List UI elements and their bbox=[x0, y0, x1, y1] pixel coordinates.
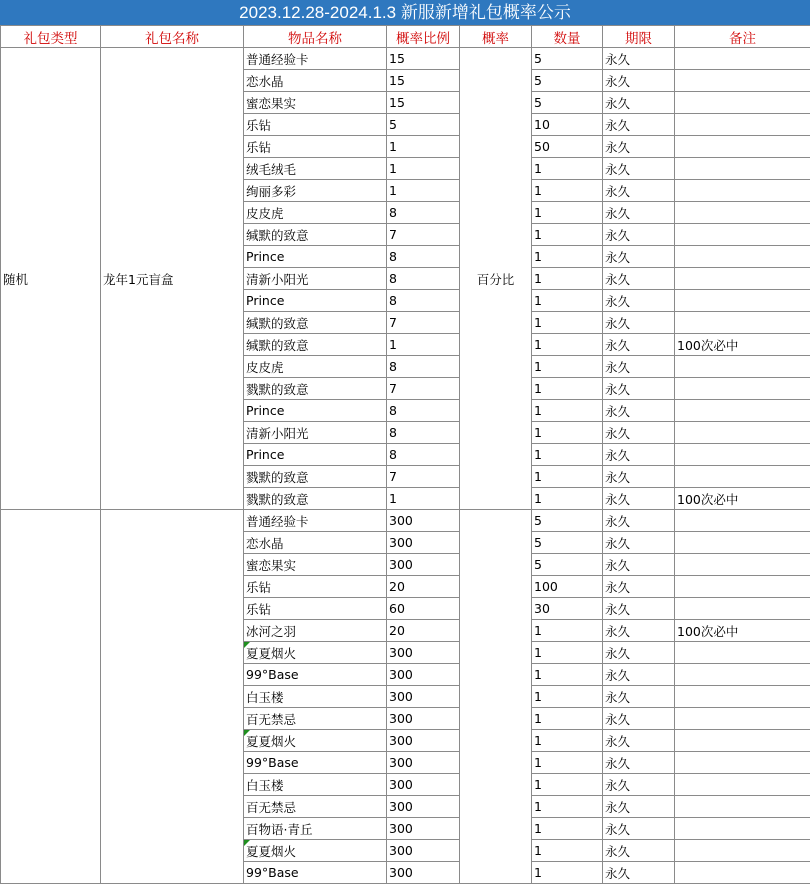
ratio-cell[interactable]: 20 bbox=[387, 620, 460, 642]
note-cell[interactable] bbox=[675, 180, 810, 202]
ratio-cell[interactable]: 300 bbox=[387, 752, 460, 774]
note-cell[interactable] bbox=[675, 818, 810, 840]
item-name-cell[interactable]: 99°Base bbox=[244, 664, 387, 686]
ratio-cell[interactable]: 300 bbox=[387, 510, 460, 532]
item-name-cell[interactable]: 99°Base bbox=[244, 752, 387, 774]
quantity-cell[interactable]: 50 bbox=[532, 136, 603, 158]
ratio-cell[interactable]: 1 bbox=[387, 488, 460, 510]
ratio-cell[interactable]: 300 bbox=[387, 730, 460, 752]
term-cell[interactable]: 永久 bbox=[603, 268, 675, 290]
note-cell[interactable]: 100次必中 bbox=[675, 488, 810, 510]
item-name-cell[interactable]: Prince bbox=[244, 400, 387, 422]
item-name-cell[interactable]: 普通经验卡 bbox=[244, 510, 387, 532]
note-cell[interactable] bbox=[675, 664, 810, 686]
item-name-cell[interactable]: 绒毛绒毛 bbox=[244, 158, 387, 180]
header-row bbox=[1, 26, 810, 48]
note-cell[interactable] bbox=[675, 774, 810, 796]
item-name-cell[interactable]: 夏夏烟火 bbox=[244, 642, 387, 664]
note-cell[interactable] bbox=[675, 444, 810, 466]
term-cell[interactable]: 永久 bbox=[603, 224, 675, 246]
term-cell[interactable]: 永久 bbox=[603, 312, 675, 334]
quantity-cell[interactable]: 1 bbox=[532, 818, 603, 840]
term-cell[interactable]: 永久 bbox=[603, 158, 675, 180]
note-cell[interactable] bbox=[675, 510, 810, 532]
term-cell[interactable]: 永久 bbox=[603, 576, 675, 598]
quantity-cell[interactable]: 1 bbox=[532, 708, 603, 730]
note-cell[interactable] bbox=[675, 796, 810, 818]
note-cell[interactable] bbox=[675, 730, 810, 752]
term-cell[interactable]: 永久 bbox=[603, 862, 675, 884]
quantity-cell[interactable]: 5 bbox=[532, 70, 603, 92]
term-cell[interactable]: 永久 bbox=[603, 664, 675, 686]
ratio-cell[interactable]: 300 bbox=[387, 862, 460, 884]
quantity-cell[interactable]: 1 bbox=[532, 378, 603, 400]
gift-type-cell[interactable]: 随机 bbox=[1, 48, 101, 510]
item-name-cell[interactable]: 戮默的致意 bbox=[244, 488, 387, 510]
item-name-cell[interactable]: 恋水晶 bbox=[244, 532, 387, 554]
note-cell[interactable] bbox=[675, 752, 810, 774]
ratio-cell[interactable]: 15 bbox=[387, 70, 460, 92]
quantity-cell[interactable]: 1 bbox=[532, 334, 603, 356]
header-cell: 概率 bbox=[460, 26, 532, 48]
quantity-cell[interactable]: 1 bbox=[532, 268, 603, 290]
item-name-cell[interactable]: 蜜恋果实 bbox=[244, 554, 387, 576]
note-cell[interactable] bbox=[675, 224, 810, 246]
ratio-cell[interactable]: 20 bbox=[387, 576, 460, 598]
item-name-cell[interactable]: 戮默的致意 bbox=[244, 378, 387, 400]
item-name-cell[interactable]: 白玉楼 bbox=[244, 686, 387, 708]
quantity-cell[interactable]: 1 bbox=[532, 202, 603, 224]
quantity-cell[interactable]: 5 bbox=[532, 554, 603, 576]
term-cell[interactable]: 永久 bbox=[603, 114, 675, 136]
ratio-cell[interactable]: 60 bbox=[387, 598, 460, 620]
table-row bbox=[1, 48, 810, 70]
term-cell[interactable]: 永久 bbox=[603, 400, 675, 422]
note-cell[interactable] bbox=[675, 840, 810, 862]
rate-cell[interactable]: 百分比 bbox=[460, 48, 532, 510]
term-cell[interactable]: 永久 bbox=[603, 70, 675, 92]
ratio-cell[interactable]: 8 bbox=[387, 268, 460, 290]
note-cell[interactable] bbox=[675, 202, 810, 224]
note-cell[interactable] bbox=[675, 532, 810, 554]
quantity-cell[interactable]: 30 bbox=[532, 598, 603, 620]
ratio-cell[interactable]: 8 bbox=[387, 290, 460, 312]
item-name-cell[interactable]: 夏夏烟火 bbox=[244, 730, 387, 752]
term-cell[interactable]: 永久 bbox=[603, 796, 675, 818]
term-cell[interactable]: 永久 bbox=[603, 532, 675, 554]
term-cell[interactable]: 永久 bbox=[603, 488, 675, 510]
quantity-cell[interactable]: 1 bbox=[532, 246, 603, 268]
term-cell[interactable]: 永久 bbox=[603, 554, 675, 576]
note-cell[interactable] bbox=[675, 554, 810, 576]
item-name-cell[interactable]: 蜜恋果实 bbox=[244, 92, 387, 114]
term-cell[interactable]: 永久 bbox=[603, 202, 675, 224]
quantity-cell[interactable]: 1 bbox=[532, 664, 603, 686]
header-cell: 礼包名称 bbox=[101, 26, 244, 48]
item-name-cell[interactable]: 缄默的致意 bbox=[244, 334, 387, 356]
quantity-cell[interactable]: 1 bbox=[532, 620, 603, 642]
term-cell[interactable]: 永久 bbox=[603, 752, 675, 774]
ratio-cell[interactable]: 8 bbox=[387, 444, 460, 466]
ratio-cell[interactable]: 300 bbox=[387, 774, 460, 796]
header-cell: 数量 bbox=[532, 26, 603, 48]
item-name-cell[interactable]: 乐钻 bbox=[244, 598, 387, 620]
ratio-cell[interactable]: 15 bbox=[387, 48, 460, 70]
ratio-cell[interactable]: 300 bbox=[387, 532, 460, 554]
quantity-cell[interactable]: 1 bbox=[532, 840, 603, 862]
quantity-cell[interactable]: 1 bbox=[532, 356, 603, 378]
note-cell[interactable] bbox=[675, 246, 810, 268]
probability-table bbox=[0, 25, 810, 884]
gift-name-cell[interactable]: 龙年1元盲盒 bbox=[101, 48, 244, 510]
item-name-cell[interactable]: 绚丽多彩 bbox=[244, 180, 387, 202]
page-title: 2023.12.28-2024.1.3 新服新增礼包概率公示 bbox=[0, 0, 810, 25]
note-cell[interactable] bbox=[675, 466, 810, 488]
quantity-cell[interactable]: 1 bbox=[532, 180, 603, 202]
term-cell[interactable]: 永久 bbox=[603, 598, 675, 620]
ratio-cell[interactable]: 7 bbox=[387, 378, 460, 400]
quantity-cell[interactable]: 5 bbox=[532, 48, 603, 70]
item-name-cell[interactable]: 冰河之羽 bbox=[244, 620, 387, 642]
table-body bbox=[1, 48, 810, 884]
quantity-cell[interactable]: 1 bbox=[532, 224, 603, 246]
item-name-cell[interactable]: 缄默的致意 bbox=[244, 224, 387, 246]
item-name-cell[interactable]: 皮皮虎 bbox=[244, 356, 387, 378]
term-cell[interactable]: 永久 bbox=[603, 466, 675, 488]
ratio-cell[interactable]: 15 bbox=[387, 92, 460, 114]
ratio-cell[interactable]: 300 bbox=[387, 708, 460, 730]
term-cell[interactable]: 永久 bbox=[603, 290, 675, 312]
quantity-cell[interactable]: 1 bbox=[532, 312, 603, 334]
quantity-cell[interactable]: 1 bbox=[532, 400, 603, 422]
term-cell[interactable]: 永久 bbox=[603, 444, 675, 466]
header-cell: 期限 bbox=[603, 26, 675, 48]
note-cell[interactable] bbox=[675, 576, 810, 598]
note-cell[interactable] bbox=[675, 400, 810, 422]
ratio-cell[interactable]: 300 bbox=[387, 642, 460, 664]
ratio-cell[interactable]: 8 bbox=[387, 246, 460, 268]
note-cell[interactable]: 100次必中 bbox=[675, 334, 810, 356]
quantity-cell[interactable]: 1 bbox=[532, 422, 603, 444]
item-name-cell[interactable]: Prince bbox=[244, 444, 387, 466]
term-cell[interactable]: 永久 bbox=[603, 180, 675, 202]
note-cell[interactable] bbox=[675, 70, 810, 92]
quantity-cell[interactable]: 1 bbox=[532, 686, 603, 708]
item-name-cell[interactable]: 夏夏烟火 bbox=[244, 840, 387, 862]
quantity-cell[interactable]: 1 bbox=[532, 290, 603, 312]
note-cell[interactable] bbox=[675, 312, 810, 334]
ratio-cell[interactable]: 8 bbox=[387, 400, 460, 422]
quantity-cell[interactable]: 1 bbox=[532, 642, 603, 664]
ratio-cell[interactable]: 300 bbox=[387, 796, 460, 818]
quantity-cell[interactable]: 1 bbox=[532, 862, 603, 884]
term-cell[interactable]: 永久 bbox=[603, 620, 675, 642]
note-cell[interactable] bbox=[675, 598, 810, 620]
ratio-cell[interactable]: 8 bbox=[387, 202, 460, 224]
quantity-cell[interactable]: 5 bbox=[532, 532, 603, 554]
ratio-cell[interactable]: 7 bbox=[387, 466, 460, 488]
quantity-cell[interactable]: 1 bbox=[532, 444, 603, 466]
note-cell[interactable] bbox=[675, 642, 810, 664]
term-cell[interactable]: 永久 bbox=[603, 92, 675, 114]
header-cell: 概率比例 bbox=[387, 26, 460, 48]
term-cell[interactable]: 永久 bbox=[603, 356, 675, 378]
ratio-cell[interactable]: 300 bbox=[387, 554, 460, 576]
quantity-cell[interactable]: 1 bbox=[532, 796, 603, 818]
note-cell[interactable]: 100次必中 bbox=[675, 620, 810, 642]
ratio-cell[interactable]: 7 bbox=[387, 312, 460, 334]
item-name-cell[interactable]: 缄默的致意 bbox=[244, 312, 387, 334]
gift-type-cell[interactable] bbox=[1, 510, 101, 884]
note-cell[interactable] bbox=[675, 158, 810, 180]
quantity-cell[interactable]: 1 bbox=[532, 466, 603, 488]
item-name-cell[interactable]: 99°Base bbox=[244, 862, 387, 884]
item-name-cell[interactable]: 戮默的致意 bbox=[244, 466, 387, 488]
item-name-cell[interactable]: 恋水晶 bbox=[244, 70, 387, 92]
ratio-cell[interactable]: 300 bbox=[387, 818, 460, 840]
ratio-cell[interactable]: 1 bbox=[387, 334, 460, 356]
note-cell[interactable] bbox=[675, 708, 810, 730]
term-cell[interactable]: 永久 bbox=[603, 48, 675, 70]
quantity-cell[interactable]: 5 bbox=[532, 510, 603, 532]
note-cell[interactable] bbox=[675, 136, 810, 158]
item-name-cell[interactable]: 皮皮虎 bbox=[244, 202, 387, 224]
note-cell[interactable] bbox=[675, 48, 810, 70]
header-cell: 礼包类型 bbox=[1, 26, 101, 48]
term-cell[interactable]: 永久 bbox=[603, 686, 675, 708]
header-cell: 物品名称 bbox=[244, 26, 387, 48]
item-name-cell[interactable]: 百无禁忌 bbox=[244, 796, 387, 818]
item-name-cell[interactable]: 百无禁忌 bbox=[244, 708, 387, 730]
header-cell: 备注 bbox=[675, 26, 810, 48]
ratio-cell[interactable]: 1 bbox=[387, 180, 460, 202]
quantity-cell[interactable]: 5 bbox=[532, 92, 603, 114]
term-cell[interactable]: 永久 bbox=[603, 708, 675, 730]
quantity-cell[interactable]: 1 bbox=[532, 752, 603, 774]
gift-name-cell[interactable] bbox=[101, 510, 244, 884]
item-name-cell[interactable]: 白玉楼 bbox=[244, 774, 387, 796]
term-cell[interactable]: 永久 bbox=[603, 840, 675, 862]
quantity-cell[interactable]: 1 bbox=[532, 488, 603, 510]
item-name-cell[interactable]: 乐钻 bbox=[244, 114, 387, 136]
term-cell[interactable]: 永久 bbox=[603, 378, 675, 400]
item-name-cell[interactable]: Prince bbox=[244, 290, 387, 312]
ratio-cell[interactable]: 5 bbox=[387, 114, 460, 136]
quantity-cell[interactable]: 10 bbox=[532, 114, 603, 136]
item-name-cell[interactable]: 清新小阳光 bbox=[244, 268, 387, 290]
quantity-cell[interactable]: 100 bbox=[532, 576, 603, 598]
ratio-cell[interactable]: 300 bbox=[387, 840, 460, 862]
quantity-cell[interactable]: 1 bbox=[532, 774, 603, 796]
note-cell[interactable] bbox=[675, 686, 810, 708]
note-cell[interactable] bbox=[675, 422, 810, 444]
term-cell[interactable]: 永久 bbox=[603, 642, 675, 664]
note-cell[interactable] bbox=[675, 862, 810, 884]
ratio-cell[interactable]: 7 bbox=[387, 224, 460, 246]
ratio-cell[interactable]: 300 bbox=[387, 664, 460, 686]
ratio-cell[interactable]: 8 bbox=[387, 356, 460, 378]
term-cell[interactable]: 永久 bbox=[603, 510, 675, 532]
term-cell[interactable]: 永久 bbox=[603, 136, 675, 158]
ratio-cell[interactable]: 1 bbox=[387, 158, 460, 180]
note-cell[interactable] bbox=[675, 268, 810, 290]
item-name-cell[interactable]: 乐钻 bbox=[244, 576, 387, 598]
quantity-cell[interactable]: 1 bbox=[532, 730, 603, 752]
note-cell[interactable] bbox=[675, 92, 810, 114]
table-row bbox=[1, 510, 810, 532]
ratio-cell[interactable]: 8 bbox=[387, 422, 460, 444]
item-name-cell[interactable]: 普通经验卡 bbox=[244, 48, 387, 70]
rate-cell[interactable] bbox=[460, 510, 532, 884]
note-cell[interactable] bbox=[675, 356, 810, 378]
item-name-cell[interactable]: 乐钻 bbox=[244, 136, 387, 158]
term-cell[interactable]: 永久 bbox=[603, 774, 675, 796]
note-cell[interactable] bbox=[675, 290, 810, 312]
item-name-cell[interactable]: Prince bbox=[244, 246, 387, 268]
term-cell[interactable]: 永久 bbox=[603, 422, 675, 444]
note-cell[interactable] bbox=[675, 378, 810, 400]
ratio-cell[interactable]: 300 bbox=[387, 686, 460, 708]
quantity-cell[interactable]: 1 bbox=[532, 158, 603, 180]
item-name-cell[interactable]: 清新小阳光 bbox=[244, 422, 387, 444]
note-cell[interactable] bbox=[675, 114, 810, 136]
term-cell[interactable]: 永久 bbox=[603, 730, 675, 752]
term-cell[interactable]: 永久 bbox=[603, 246, 675, 268]
term-cell[interactable]: 永久 bbox=[603, 334, 675, 356]
term-cell[interactable]: 永久 bbox=[603, 818, 675, 840]
item-name-cell[interactable]: 百物语·青丘 bbox=[244, 818, 387, 840]
ratio-cell[interactable]: 1 bbox=[387, 136, 460, 158]
